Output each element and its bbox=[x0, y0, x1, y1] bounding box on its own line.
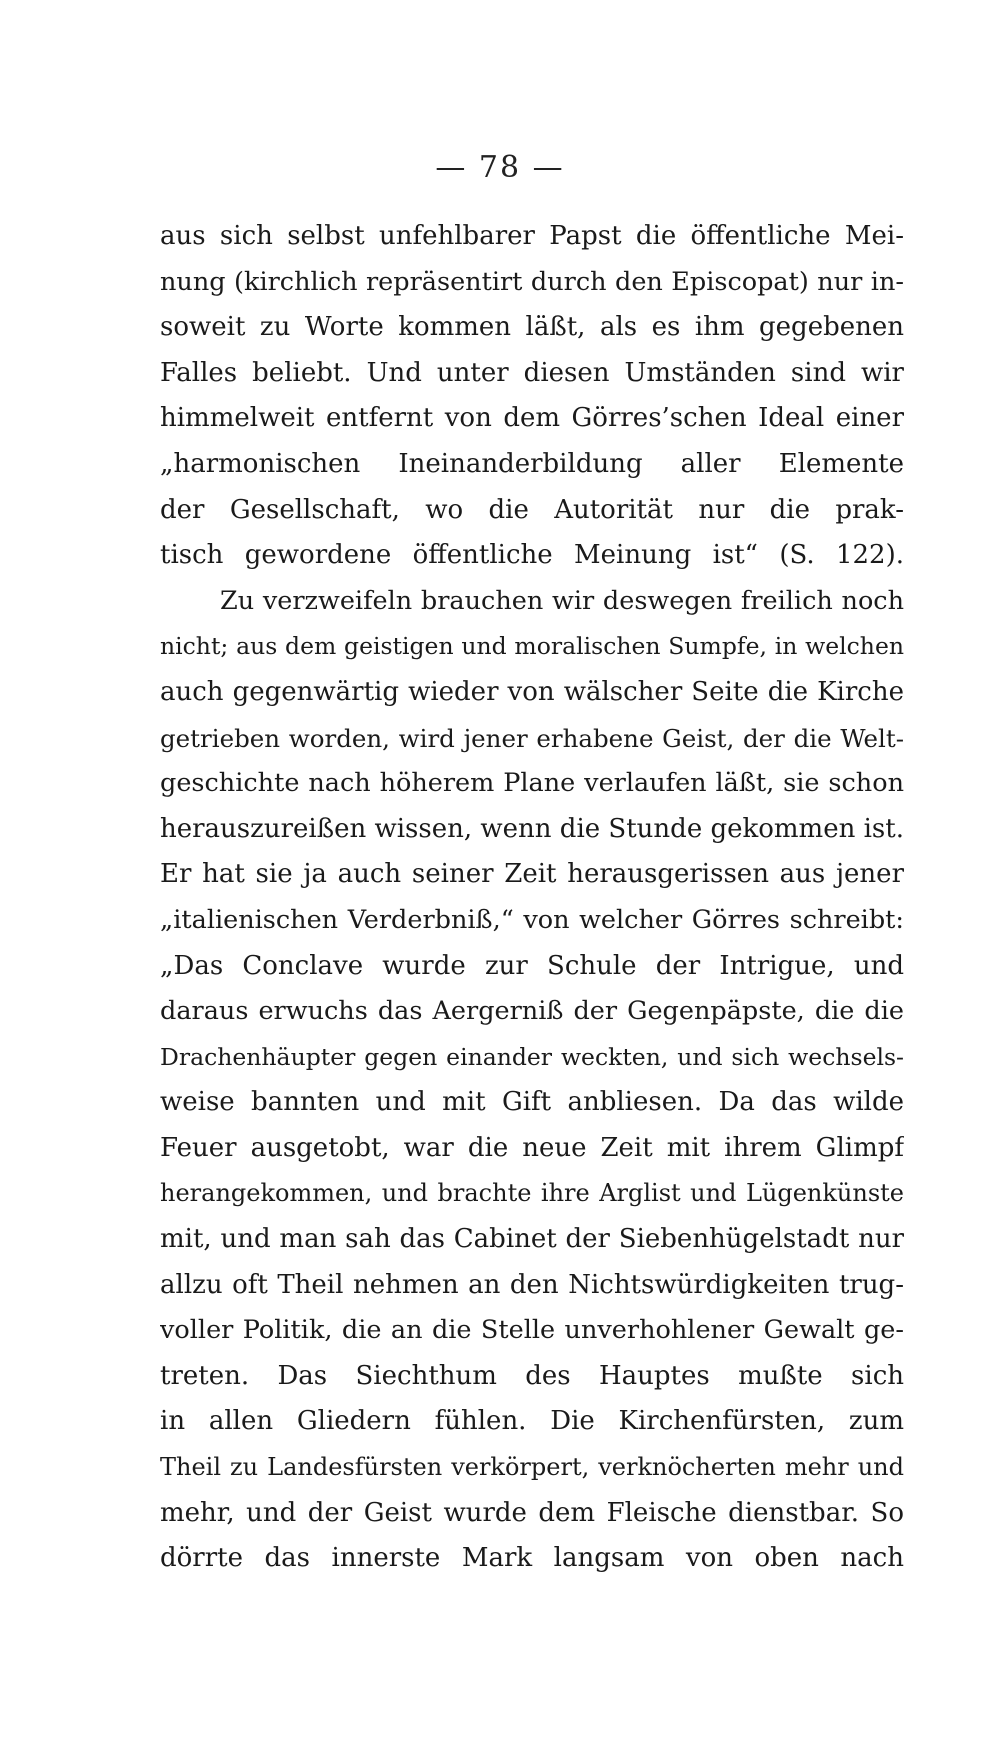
text-line: daraus erwuchs das Aergerniß der Gegenpäpste, die die bbox=[160, 996, 904, 1027]
text-line: Drachenhäupter gegen einander weckten, und sich wechsels- bbox=[160, 1042, 904, 1071]
text-line: Zu verzweifeln brauchen wir deswegen freilich noch bbox=[220, 585, 904, 616]
text-line: „Das Conclave wurde zur Schule der Intrigue, und bbox=[160, 950, 904, 981]
text-line: tisch gewordene öffentliche Meinung ist“ (S. 122). bbox=[160, 540, 904, 571]
text-line: Theil zu Landesfürsten verkörpert, verknöcherten mehr und bbox=[160, 1453, 904, 1482]
text-line: himmelweit entfernt von dem Görres’schen Ideal einer bbox=[160, 403, 904, 434]
text-line: herangekommen, und brachte ihre Arglist und Lügenkünste bbox=[160, 1179, 904, 1208]
text-line: herauszureißen wissen, wenn die Stunde gekommen ist. bbox=[160, 813, 904, 844]
text-line: nung (kirchlich repräsentirt durch den Episcopat) nur in- bbox=[160, 266, 904, 297]
text-line: mit, und man sah das Cabinet der Siebenhügelstadt nur bbox=[160, 1224, 904, 1255]
text-line: auch gegenwärtig wieder von wälscher Seite die Kirche bbox=[160, 676, 904, 707]
text-line: dörrte das innerste Mark langsam von oben nach bbox=[160, 1543, 904, 1574]
text-line: Feuer ausgetobt, war die neue Zeit mit ihrem Glimpf bbox=[160, 1132, 904, 1163]
text-line: voller Politik, die an die Stelle unverhohlener Gewalt ge- bbox=[160, 1315, 904, 1346]
text-line: weise bannten und mit Gift anbliesen. Da das wilde bbox=[160, 1087, 904, 1118]
text-line: „italienischen Verderbniß,“ von welcher Görres schreibt: bbox=[160, 904, 904, 935]
text-line: mehr, und der Geist wurde dem Fleische dienstbar. So bbox=[160, 1497, 904, 1528]
page-number: — 78 — bbox=[435, 150, 565, 185]
text-line: „harmonischen Ineinanderbildung aller Elemente bbox=[160, 448, 904, 479]
text-line: getrieben worden, wird jener erhabene Geist, der die Welt- bbox=[160, 723, 904, 753]
text-line: der Gesellschaft, wo die Autorität nur die prak- bbox=[160, 494, 904, 525]
text-line: nicht; aus dem geistigen und moralischen Sumpfe, in welchen bbox=[160, 632, 904, 661]
text-line: aus sich selbst unfehlbarer Papst die öffentliche Mei- bbox=[160, 221, 904, 251]
text-line: allzu oft Theil nehmen an den Nichtswürdigkeiten trug- bbox=[160, 1269, 904, 1300]
text-line: soweit zu Worte kommen läßt, als es ihm gegebenen bbox=[160, 312, 904, 343]
text-line: Falles beliebt. Und unter diesen Umständen sind wir bbox=[160, 357, 904, 388]
text-line: treten. Das Siechthum des Hauptes mußte sich bbox=[160, 1360, 904, 1391]
text-line: in allen Gliedern fühlen. Die Kirchenfürsten, zum bbox=[160, 1406, 904, 1437]
text-line: Er hat sie ja auch seiner Zeit herausgerissen aus jener bbox=[160, 859, 904, 890]
body-text bbox=[160, 214, 904, 1582]
text-line: geschichte nach höherem Plane verlaufen läßt, sie schon bbox=[160, 768, 904, 799]
